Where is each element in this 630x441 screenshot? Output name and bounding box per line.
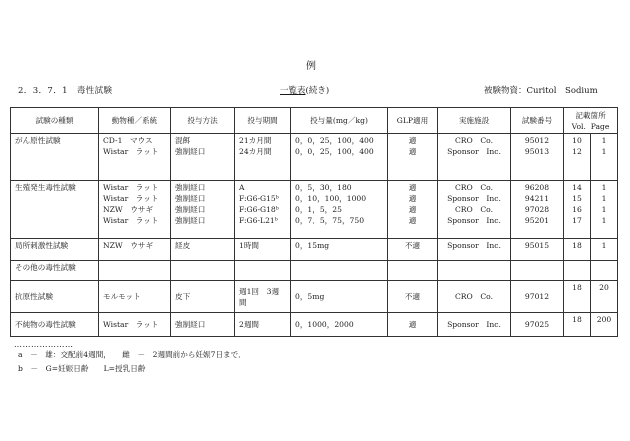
cell-test-type: [11, 281, 99, 313]
cell-page: [591, 261, 618, 281]
cell-vol-line: 10: [572, 136, 582, 145]
header-facility: 実施施設: [438, 108, 511, 134]
sheet-title-main: 一覧表: [280, 86, 306, 96]
cell-route: [171, 261, 235, 281]
header-species: 動物種／系統: [99, 108, 171, 134]
cell-route-line: 強制経口: [175, 183, 206, 192]
cell-species-line: Wistar ラット: [103, 216, 159, 225]
sheet-title-suffix: (続き): [305, 86, 330, 96]
cell-dose-line: 0，15mg: [295, 241, 330, 250]
cell-test-no-line: 97028: [524, 205, 550, 214]
cell-facility-line: CRO Co.: [454, 183, 493, 192]
header-dose: 投与量(mg／kg): [291, 108, 388, 134]
cell-glp-line: 適: [408, 183, 417, 192]
cell-species-line: NZW ウサギ: [103, 241, 154, 250]
cell-glp-line: 不適: [404, 292, 421, 301]
test-type-label: 生殖発生毒性試験: [15, 183, 76, 192]
cell-glp-line: 適: [408, 194, 417, 203]
cell-glp: [388, 281, 438, 313]
cell-period-line: F:G6-G18ᵇ: [239, 205, 279, 214]
cell-page: [591, 281, 618, 313]
cell-test-no: [511, 134, 564, 181]
cell-period-line: F:G6-G15ᵇ: [239, 194, 279, 203]
example-label: 例: [306, 61, 316, 72]
cell-route-line: 混餌: [175, 136, 191, 145]
header-page: Page: [590, 121, 610, 131]
cell-page-line: 1: [601, 136, 607, 145]
cell-species-line: Wistar ラット: [103, 194, 159, 203]
cell-page: [591, 181, 618, 239]
cell-test-no: [511, 313, 564, 337]
cell-route-line: 強制経口: [175, 216, 206, 225]
test-type-label: 局所刺激性試験: [15, 241, 69, 250]
table-row: [11, 181, 618, 239]
cell-species: [99, 181, 171, 239]
cell-page-line: 1: [601, 241, 607, 250]
cell-species-line: Wistar ラット: [103, 147, 159, 156]
cell-glp: [388, 239, 438, 261]
cell-vol-line: 14: [572, 183, 582, 192]
cell-page-line: 20: [599, 283, 609, 292]
cell-glp: [388, 134, 438, 181]
cell-glp: [388, 313, 438, 337]
cell-dose: [291, 134, 388, 181]
section-heading: 2．3．7．1 毒性試験: [18, 86, 113, 96]
header-test-no: 試験番号: [511, 108, 564, 134]
cell-page-line: 1: [601, 183, 607, 192]
cell-test-type: [11, 134, 99, 181]
cell-test-type: [11, 181, 99, 239]
cell-page: [591, 313, 618, 337]
table-row: [11, 134, 618, 181]
cell-facility-line: Sponsor Inc.: [447, 320, 501, 329]
cell-period: [235, 261, 291, 281]
cell-species-line: CD-1 マウス: [103, 136, 153, 145]
cell-glp: [388, 181, 438, 239]
cell-dose-line: 0，10，100，1000: [295, 194, 367, 203]
cell-facility: [438, 313, 511, 337]
cell-period: [235, 239, 291, 261]
cell-test-no: [511, 261, 564, 281]
cell-route-line: 皮下: [175, 292, 191, 301]
cell-dose: [291, 239, 388, 261]
cell-route: [171, 181, 235, 239]
cell-test-no: [511, 181, 564, 239]
toxicity-study-table: [10, 107, 618, 337]
test-type-label: 不純物の毒性試験: [15, 320, 76, 329]
cell-dose-line: 0，7．5，75，750: [295, 216, 365, 225]
cell-route-line: 強制経口: [175, 205, 206, 214]
cell-vol-line: 18: [572, 241, 582, 250]
cell-test-type: [11, 261, 99, 281]
cell-facility-line: Sponsor Inc.: [447, 147, 501, 156]
header-location-label: 記載箇所: [575, 110, 606, 120]
cell-test-type: [11, 313, 99, 337]
cell-dose-line: 0，1000，2000: [295, 320, 354, 329]
cell-test-no-line: 95201: [524, 216, 550, 225]
cell-period-line: 24カ月間: [239, 147, 272, 156]
cell-species: [99, 313, 171, 337]
cell-glp: [388, 261, 438, 281]
cell-route-line: 経皮: [175, 241, 191, 250]
cell-route-line: 強制経口: [175, 147, 206, 156]
cell-page-line: 200: [596, 315, 612, 324]
cell-test-no-line: 95013: [524, 147, 550, 156]
header-route: 投与方法: [171, 108, 235, 134]
cell-period-line: 21カ月間: [239, 136, 272, 145]
cell-test-no: [511, 239, 564, 261]
test-type-label: その他の毒性試験: [15, 263, 76, 272]
cell-route: [171, 313, 235, 337]
header-test-type: 試験の種類: [11, 108, 99, 134]
cell-facility: [438, 239, 511, 261]
cell-period: [235, 313, 291, 337]
cell-route-line: 強制経口: [175, 194, 206, 203]
cell-route: [171, 239, 235, 261]
cell-dose-line: 0，5mg: [295, 292, 325, 301]
cell-vol-line: 12: [572, 147, 582, 156]
cell-route: [171, 134, 235, 181]
header-glp: GLP適用: [388, 108, 438, 134]
test-type-label: 抗原性試験: [15, 292, 53, 301]
cell-vol-line: 18: [572, 283, 582, 292]
table-row: [11, 261, 618, 281]
cell-test-no-line: 94211: [524, 194, 550, 203]
cell-dose: [291, 261, 388, 281]
cell-test-no-line: 97012: [524, 292, 550, 301]
test-type-label: がん原性試験: [15, 136, 61, 145]
cell-period: [235, 134, 291, 181]
cell-dose: [291, 281, 388, 313]
cell-dose: [291, 313, 388, 337]
cell-vol-line: 17: [572, 216, 582, 225]
cell-test-type: [11, 239, 99, 261]
cell-page-line: 1: [601, 194, 607, 203]
table-row: [11, 281, 618, 313]
cell-glp-line: 不適: [404, 241, 421, 250]
cell-route-line: 強制経口: [175, 320, 206, 329]
cell-glp-line: 適: [408, 147, 417, 156]
cell-period-line: 1時間: [239, 241, 260, 250]
header-vol: Vol.: [571, 121, 586, 131]
table-row: [11, 239, 618, 261]
cell-period-line: F:G6-L21ᵇ: [239, 216, 278, 225]
table-row: [11, 313, 618, 337]
cell-dose-line: 0，0，25，100，400: [295, 147, 374, 156]
cell-facility: [438, 181, 511, 239]
cell-species: [99, 261, 171, 281]
cell-species-line: Wistar ラット: [103, 183, 159, 192]
cell-species: [99, 239, 171, 261]
cell-page: [591, 239, 618, 261]
cell-vol-line: 15: [572, 194, 582, 203]
cell-test-no-line: 95015: [524, 241, 550, 250]
cell-facility-line: CRO Co.: [454, 292, 493, 301]
cell-facility-line: Sponsor Inc.: [447, 194, 501, 203]
test-substance: 被験物資：Curitol Sodium: [484, 86, 598, 96]
cell-glp-line: 適: [408, 320, 417, 329]
cell-vol: [564, 181, 591, 239]
cell-vol: [564, 261, 591, 281]
table-header-row: [11, 108, 618, 134]
cell-page-line: 1: [601, 216, 607, 225]
cell-vol-line: 16: [572, 205, 582, 214]
cell-facility-line: CRO Co.: [454, 136, 493, 145]
footnote-b: b － G=妊娠日齢 L=授乳日齢: [18, 364, 146, 373]
cell-facility: [438, 261, 511, 281]
header-location: [564, 108, 618, 134]
cell-glp-line: 適: [408, 205, 417, 214]
cell-vol: [564, 313, 591, 337]
cell-facility: [438, 134, 511, 181]
cell-species: [99, 281, 171, 313]
cell-dose-line: 0，5，30，180: [295, 183, 352, 192]
cell-test-no-line: 96208: [524, 183, 550, 192]
cell-period: [235, 281, 291, 313]
cell-period-line: A: [239, 183, 245, 192]
cell-test-no-line: 95012: [524, 136, 550, 145]
cell-page-line: 1: [601, 205, 607, 214]
cell-period-line: 週1回 3週: [239, 286, 280, 296]
cell-species-line: NZW ウサギ: [103, 205, 154, 214]
cell-glp-line: 適: [408, 216, 417, 225]
cell-period-line: 間: [239, 297, 247, 307]
cell-vol: [564, 281, 591, 313]
cell-facility: [438, 281, 511, 313]
cell-page: [591, 134, 618, 181]
cell-route: [171, 281, 235, 313]
cell-test-no: [511, 281, 564, 313]
cell-vol: [564, 239, 591, 261]
sheet-title: [280, 84, 329, 96]
cell-period: [235, 181, 291, 239]
cell-species: [99, 134, 171, 181]
cell-dose-line: 0，0，25，100，400: [295, 136, 374, 145]
cell-facility-line: CRO Co.: [454, 205, 493, 214]
footnote-a: a － 雄：交配前4週間， 雌 － 2週間前から妊娠7日まで．: [18, 350, 246, 359]
cell-vol: [564, 134, 591, 181]
header-period: 投与期間: [235, 108, 291, 134]
cell-dose-line: 0，1，5，25: [295, 205, 342, 214]
cell-vol-line: 18: [572, 315, 582, 324]
cell-period-line: 2週間: [239, 320, 260, 329]
cell-test-no-line: 97025: [524, 320, 550, 329]
cell-glp-line: 適: [408, 136, 417, 145]
cell-species-line: Wistar ラット: [103, 320, 159, 329]
cell-facility-line: Sponsor Inc.: [447, 216, 501, 225]
footnote-separator: …………………: [14, 340, 74, 349]
cell-dose: [291, 181, 388, 239]
cell-species-line: モルモット: [103, 292, 141, 301]
cell-page-line: 1: [601, 147, 607, 156]
cell-facility-line: Sponsor Inc.: [447, 241, 501, 250]
